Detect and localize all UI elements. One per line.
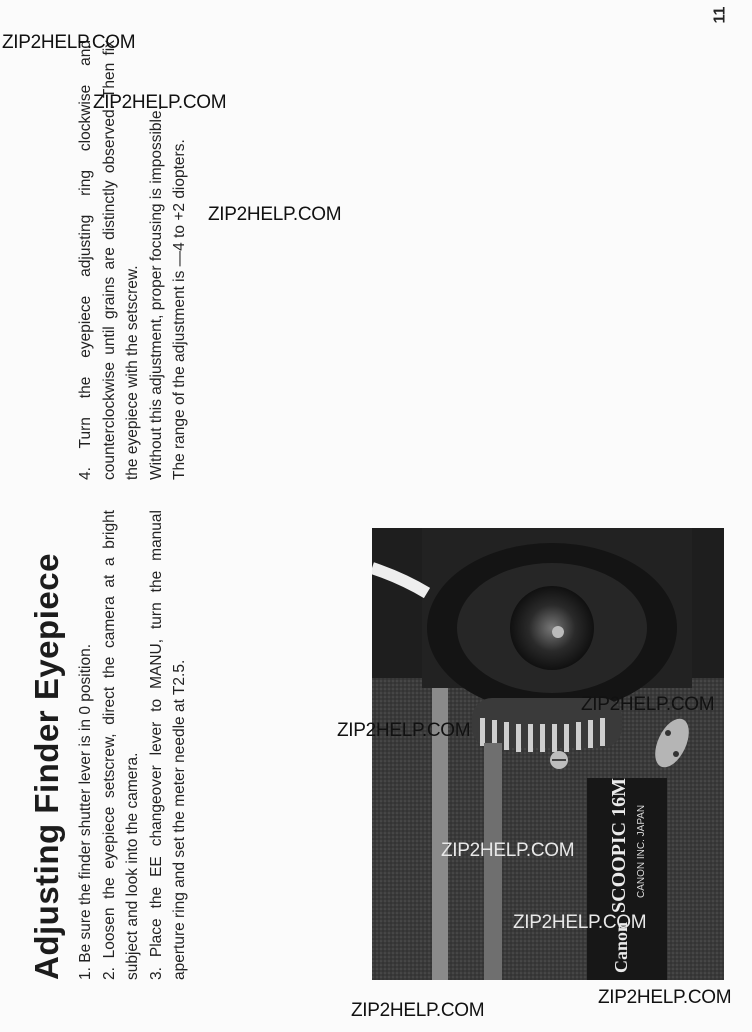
watermark: ZIP2HELP.COM <box>2 32 136 53</box>
camera-maker-text: CANON INC. JAPAN <box>636 804 647 898</box>
step-1: 1. Be sure the finder shutter lever is in 0 position. <box>77 643 94 980</box>
note-range: The range of the adjustment is —4 to +2 diopters. <box>171 139 188 480</box>
page-number: 11 <box>711 6 729 24</box>
step-2: 2. Loosen the eyepiece setscrew, direct the camera at a bright subject and look into the camera. <box>100 510 141 980</box>
left-column <box>74 510 192 980</box>
watermark: ZIP2HELP.COM <box>598 987 732 1008</box>
note-focusing: Without this adjustment, proper focusing is impossible. <box>147 106 165 480</box>
camera-brand-text: Canon <box>611 921 631 973</box>
watermark: ZIP2HELP.COM <box>581 694 715 715</box>
step-4: 4. Turn the eyepiece adjusting ring clockwise and counterclockwise until grains are distinctly observed. Then fix the eyepiece with the setscrew. <box>77 40 141 480</box>
camera-model-text: SCOOPIC 16M <box>608 778 630 913</box>
watermark: ZIP2HELP.COM <box>441 840 575 861</box>
watermark: ZIP2HELP.COM <box>337 720 471 741</box>
page-title: Adjusting Finder Eyepiece <box>28 553 65 980</box>
watermark: ZIP2HELP.COM <box>351 1000 485 1021</box>
watermark: ZIP2HELP.COM <box>513 912 647 933</box>
watermark: ZIP2HELP.COM <box>93 92 227 113</box>
watermark: ZIP2HELP.COM <box>208 204 342 225</box>
step-3: 3. Place the EE changeover lever to MANU, turn the manual aperture ring and set the meter needle at T2.5. <box>147 510 188 980</box>
